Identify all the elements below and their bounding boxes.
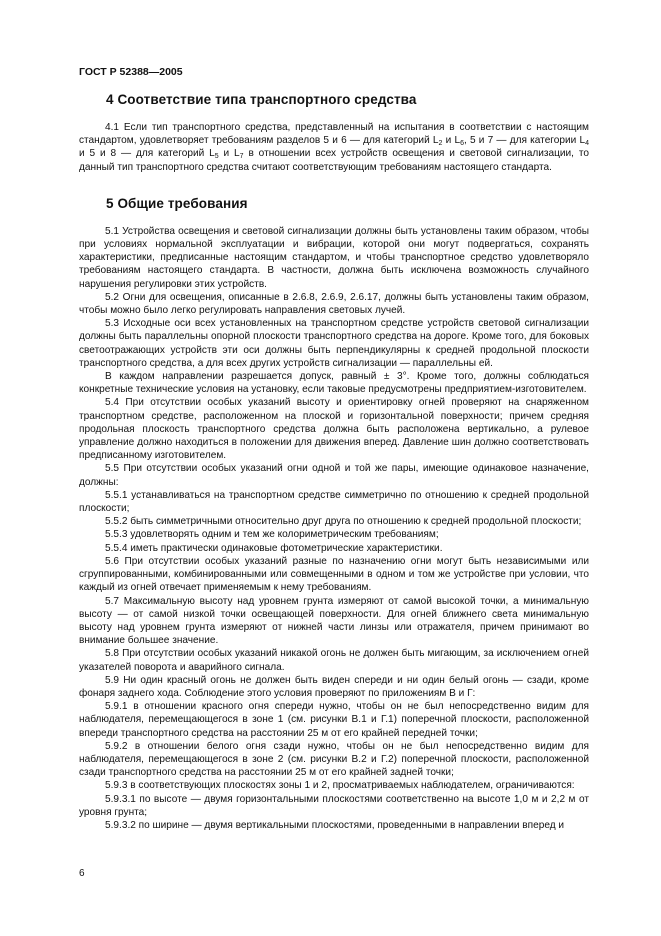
paragraph-5-9: 5.9 Ни один красный огонь не должен быть виден спереди и ни один белый огонь — сзади, кроме фонаря заднего хода. Соблюдение этого условия проверяют по приложениям В и Г: <box>79 674 589 699</box>
paragraph-5-8: 5.8 При отсутствии особых указаний никакой огонь не должен быть мигающим, за исключением огней указателей поворота и аварийного сигнала. <box>79 648 589 673</box>
paragraph-4-1: 4.1 Если тип транспортного средства, представленный на испытания в соответствии с настоящим стандартом, удовлетворяет требованиям разделов 5 и 6 — для категорий $L_2$ и $L_6$, 5 и 7 — для категории $L_4$ и 5 и 8 — для категорий $L_5$ и $L_7$ в отношении всех устройств освещения и световой сигнализации, то данный тип транспортного средства считают соответствующим требованиям настоящего стандарта. <box>79 122 589 173</box>
document-header: ГОСТ Р 52388—2005 <box>79 66 183 78</box>
paragraph-5-7: 5.7 Максимальную высоту над уровнем грунта измеряют от самой высокой точки, а минимальную высоту — от самой низкой точки освещающей поверхности. Для огней ближнего света минимальную высоту над уровнем грунта измеряют от нижней части линзы или отражателя, причем принимают во внимание большее значение. <box>79 595 589 647</box>
paragraph-5-5-1: 5.5.1 устанавливаться на транспортном средстве симметрично по отношению к средней продольной плоскости; <box>79 489 589 515</box>
paragraph-5-5: 5.5 При отсутствии особых указаний огни одной и той же пары, имеющие одинаковое назначение, должны: <box>79 463 589 488</box>
paragraph-5-2: 5.2 Огни для освещения, описанные в 2.6.8, 2.6.9, 2.6.17, должны быть установлены таким образом, чтобы можно было легко регулировать направления световых лучей. <box>79 291 589 317</box>
paragraph-5-5-4: 5.5.4 иметь практически одинаковые фотометрические характеристики. <box>105 542 443 554</box>
paragraph-5-9-3-1: 5.9.3.1 по высоте — двумя горизонтальными плоскостями соответственно на высоте 1,0 м и 2,2 м от уровня грунта; <box>79 793 589 818</box>
paragraph-5-9-1: 5.9.1 в отношении красного огня спереди нужно, чтобы он не был непосредственно видим для наблюдателя, перемещающегося в зоне 1 (см. рисунки В.1 и Г.1) поперечной плоскости, расположенной впереди транспортного средства на расстоянии 25 м от его крайней передней точки; <box>79 701 589 739</box>
paragraph-5-9-2: 5.9.2 в отношении белого огня сзади нужно, чтобы он не был непосредственно видим для наблюдателя, перемещающегося в зоне 2 (см. рисунки В.2 и Г.2) поперечной плоскости, расположенной сзади транспортного средства на расстоянии 25 м от его крайней задней точки; <box>79 740 589 779</box>
page-number: 6 <box>79 868 85 879</box>
paragraph-5-1: 5.1 Устройства освещения и световой сигнализации должны быть установлены таким образом, чтобы при условиях нормальной эксплуатации и вибрации, которой они могут подвергаться, сохранять характеристики, предписанные настоящим стандартом, и чтобы транспортное средство удовлетворяло требованиям настоящего стандарта. В частности, должна быть исключена возможность случайного нарушения регулировки этих устройств. <box>79 225 589 290</box>
paragraph-5-9-3: 5.9.3 в соответствующих плоскостях зоны 1 и 2, просматриваемых наблюдателем, ограничиваются: <box>105 780 575 792</box>
section-4-title: 4 Соответствие типа транспортного средства <box>106 92 417 107</box>
section-5-title: 5 Общие требования <box>106 195 248 211</box>
paragraph-5-6: 5.6 При отсутствии особых указаний разные по назначению огни могут быть независимыми или сгруппированными, комбинированными или совмещенными в одном и том же устройстве при условии, что каждый из огней отвечает применяемым к нему требованиям. <box>79 555 589 594</box>
paragraph-5-4: 5.4 При отсутствии особых указаний высоту и ориентировку огней проверяют на снаряженном транспортном средстве, расположенном на плоской и горизонтальной поверхности; причем средняя продольная плоскость транспортного средства должна быть расположена вертикально, а рулевое управление должно находиться в положении для движения вперед. Давление шин должно соответствовать предписанному изготовителем. <box>79 397 589 462</box>
paragraph-5-5-3: 5.5.3 удовлетворять одним и тем же колориметрическим требованиям; <box>105 529 439 541</box>
page-body <box>79 92 589 832</box>
paragraph-5-5-2: 5.5.2 быть симметричными относительно друг друга по отношению к средней продольной плоскости; <box>105 516 582 528</box>
paragraph-5-3-tolerance: В каждом направлении разрешается допуск, равный ± 3°. Кроме того, должны соблюдаться конкретные технические условия на установку, если таковые предусмотрены предприятием-изготовителем. <box>79 371 589 396</box>
paragraph-5-3: 5.3 Исходные оси всех установленных на транспортном средстве устройств световой сигнализации должны быть параллельны опорной плоскости транспортного средства на дороге. Кроме того, для боковых светоотражающих устройств эти оси должны быть перпендикулярны к средней продольной плоскости транспортного средства, а для всех других устройств сигнализации — параллельны ей. <box>79 318 589 369</box>
paragraph-5-9-3-2: 5.9.3.2 по ширине — двумя вертикальными плоскостями, проведенными в направлении вперед и <box>105 819 565 831</box>
